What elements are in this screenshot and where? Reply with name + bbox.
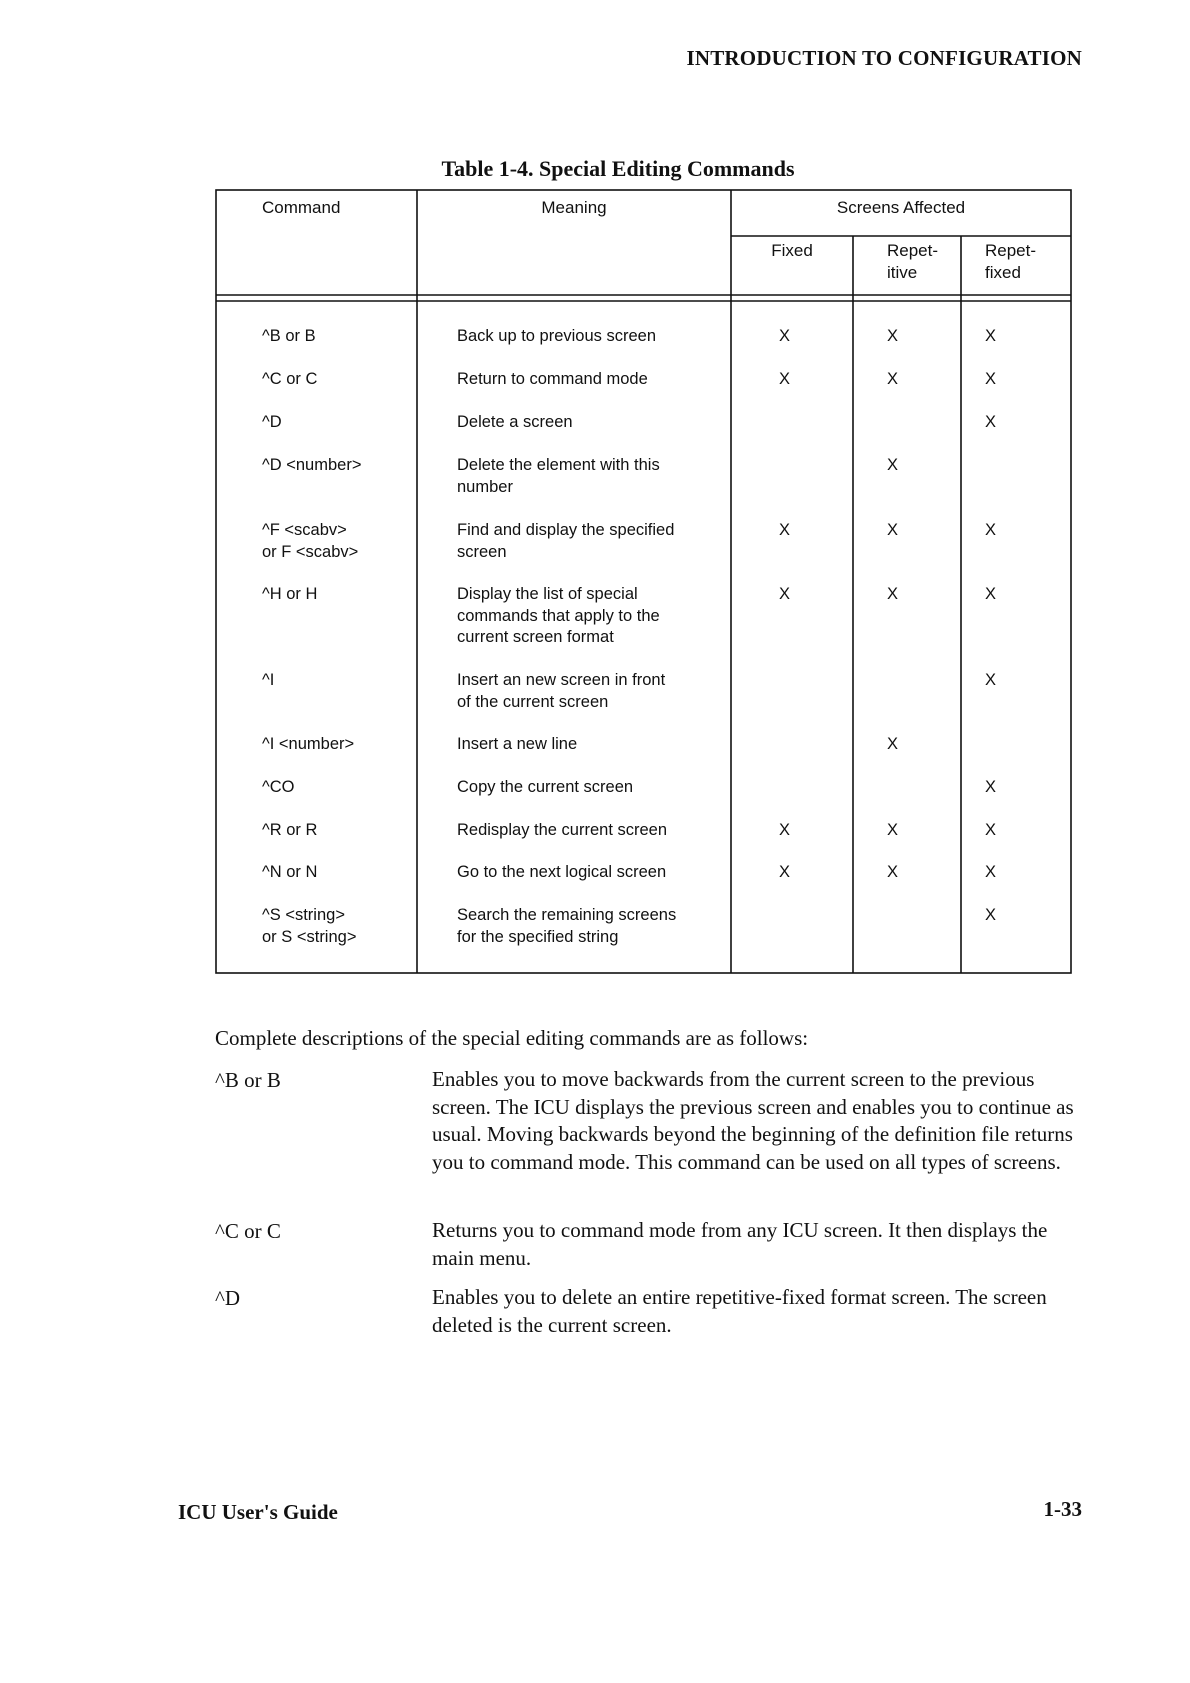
row-repet-fixed-mark: X [985, 821, 997, 839]
row-command: ^H or H [262, 585, 318, 603]
row-command: ^C or C [262, 370, 318, 388]
description-text: Returns you to command mode from any ICU screen. It then displays the main menu. [432, 1218, 1048, 1270]
row-fixed-mark: X [779, 863, 791, 881]
header-command: Command [262, 198, 341, 217]
description-command: ^D [215, 1286, 241, 1310]
row-repetitive-mark: X [887, 370, 899, 388]
row-fixed-mark: X [779, 585, 791, 603]
row-command: ^D [262, 413, 282, 431]
row-meaning: Copy the current screen [457, 778, 634, 796]
row-meaning: Delete a screen [457, 413, 573, 431]
row-repetitive-mark: X [887, 863, 899, 881]
row-repet-fixed-mark: X [985, 671, 997, 689]
footer-page-number: 1-33 [1043, 1497, 1082, 1521]
row-repetitive-mark: X [887, 456, 899, 474]
row-meaning: Return to command mode [457, 370, 648, 388]
description-command: ^B or B [215, 1068, 281, 1092]
row-fixed-mark: X [779, 821, 791, 839]
row-command: ^I <number> [262, 735, 355, 753]
row-repet-fixed-mark: X [985, 778, 997, 796]
row-repet-fixed-mark: X [985, 413, 997, 431]
row-meaning: Go to the next logical screen [457, 863, 667, 881]
row-fixed-mark: X [779, 370, 791, 388]
row-repet-fixed-mark: X [985, 370, 997, 388]
running-header: INTRODUCTION TO CONFIGURATION [686, 46, 1082, 70]
row-meaning: Delete the element with this number [457, 456, 660, 496]
row-repet-fixed-mark: X [985, 863, 997, 881]
row-repetitive-mark: X [887, 821, 899, 839]
row-fixed-mark: X [779, 521, 791, 539]
table-title [0, 156, 1190, 182]
row-command: ^N or N [262, 863, 318, 881]
special-editing-commands-table [215, 188, 1073, 975]
row-repetitive-mark: X [887, 735, 899, 753]
row-command: ^F <scabv> or F <scabv> [262, 521, 359, 561]
row-meaning: Find and display the specified screen [457, 521, 675, 561]
row-meaning: Redisplay the current screen [457, 821, 668, 839]
row-meaning: Display the list of special commands that apply to the current screen format [457, 585, 660, 646]
row-meaning: Insert a new line [457, 735, 578, 753]
row-repet-fixed-mark: X [985, 327, 997, 345]
table-title-text: Table 1-4. Special Editing Commands [441, 156, 795, 181]
row-repetitive-mark: X [887, 327, 899, 345]
table-grid-lines [215, 188, 1073, 975]
row-repet-fixed-mark: X [985, 585, 997, 603]
row-command: ^B or B [262, 327, 316, 345]
row-command: ^S <string> or S <string> [262, 906, 357, 946]
row-repet-fixed-mark: X [985, 906, 997, 924]
description-text: Enables you to move backwards from the current screen to the previous screen. The ICU displays the previous screen and enables you to continue as usual. Moving backwards beyond the beginning of the definition file returns you to command mode. This command can be used on all types of screens. [432, 1067, 1074, 1174]
row-meaning: Search the remaining screens for the specified string [457, 906, 677, 946]
header-meaning: Meaning [541, 198, 607, 217]
header-fixed: Fixed [771, 241, 813, 260]
row-command: ^R or R [262, 821, 318, 839]
row-command: ^CO [262, 778, 295, 796]
header-repetitive: Repet- itive [887, 241, 939, 282]
header-screens-affected: Screens Affected [836, 198, 966, 217]
footer-guide-title: ICU User's Guide [178, 1500, 338, 1524]
header-repet-fixed: Repet- fixed [985, 241, 1037, 282]
description-text: Enables you to delete an entire repetitive-fixed format screen. The screen deleted is the current screen. [432, 1285, 1047, 1337]
descriptions-intro: Complete descriptions of the special editing commands are as follows: [215, 1026, 809, 1050]
description-command: ^C or C [215, 1219, 281, 1243]
row-meaning: Insert an new screen in front of the current screen [457, 671, 666, 711]
row-meaning: Back up to previous screen [457, 327, 657, 345]
row-repetitive-mark: X [887, 585, 899, 603]
row-repetitive-mark: X [887, 521, 899, 539]
row-fixed-mark: X [779, 327, 791, 345]
row-command: ^I [262, 671, 275, 689]
row-command: ^D <number> [262, 456, 362, 474]
row-repet-fixed-mark: X [985, 521, 997, 539]
